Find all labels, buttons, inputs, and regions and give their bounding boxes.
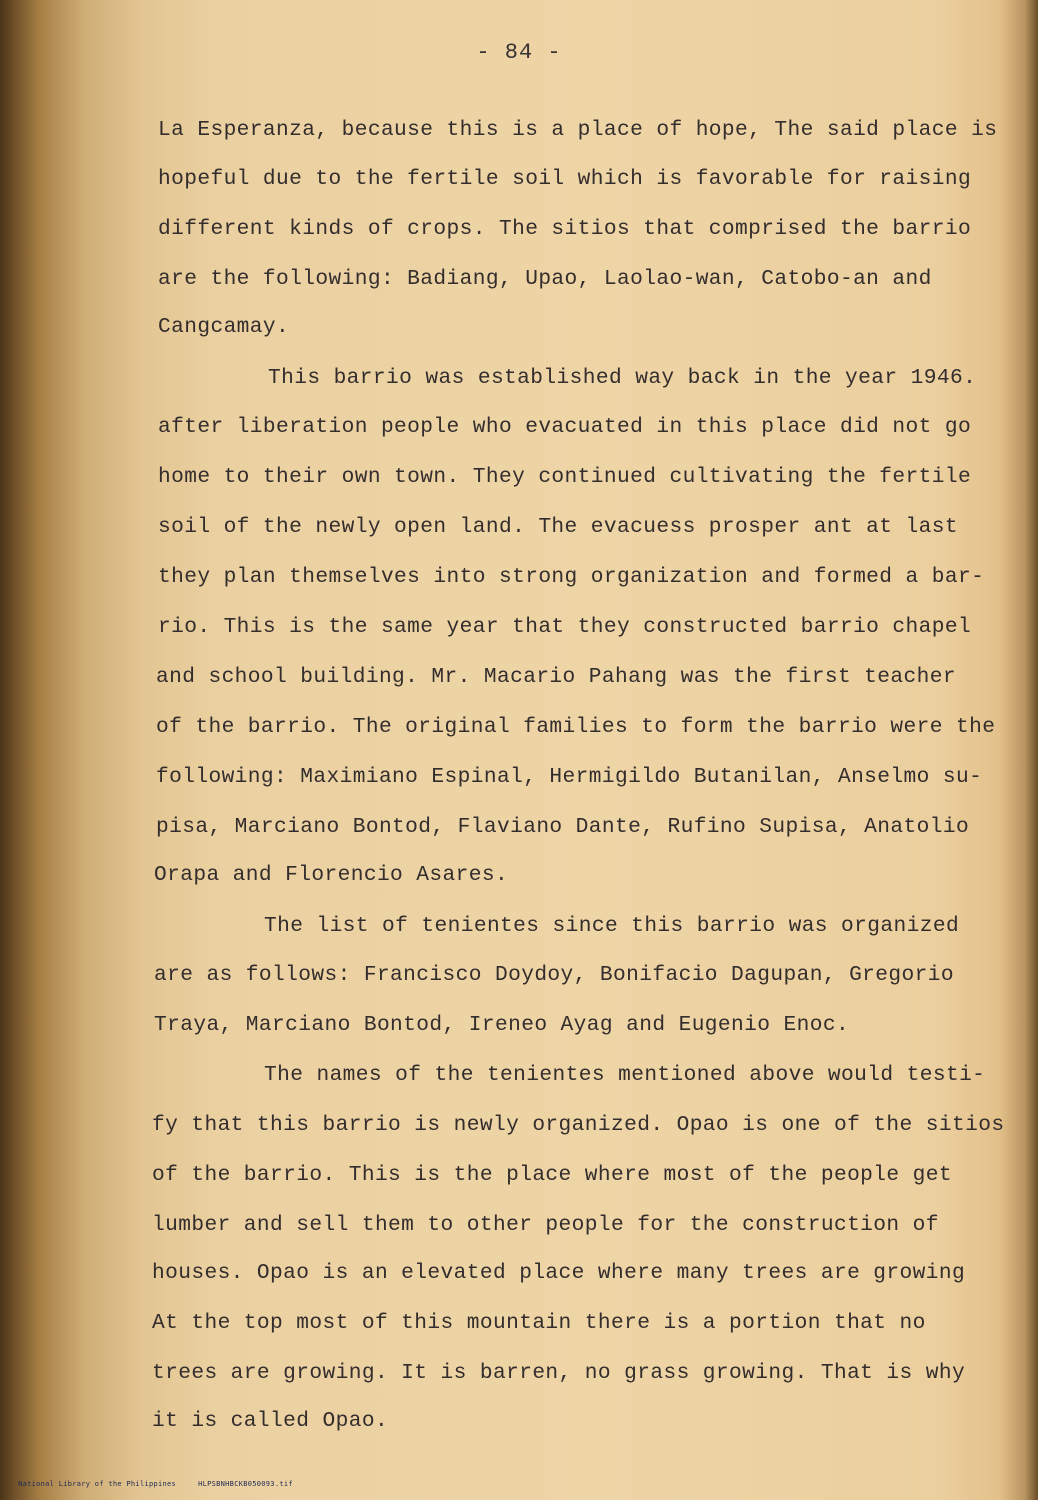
text-line: houses. Opao is an elevated place where many trees are growing xyxy=(152,1261,966,1285)
text-line: home to their own town. They continued cultivating the fertile xyxy=(158,465,972,489)
text-line: fy that this barrio is newly organized. Opao is one of the sitios xyxy=(152,1113,1005,1137)
text-line: are as follows: Francisco Doydoy, Bonifacio Dagupan, Gregorio xyxy=(154,963,954,987)
text-line: The names of the tenientes mentioned above would testi- xyxy=(264,1063,986,1087)
text-line: of the barrio. This is the place where most of the people get xyxy=(152,1163,952,1187)
text-line: Cangcamay. xyxy=(158,315,290,339)
page-number: - 84 - xyxy=(476,40,562,65)
footer-library: National Library of the Philippines xyxy=(18,1480,177,1488)
text-line: they plan themselves into strong organization and formed a bar- xyxy=(158,565,985,589)
text-line: pisa, Marciano Bontod, Flaviano Dante, Rufino Supisa, Anatolio xyxy=(156,815,970,839)
text-line: La Esperanza, because this is a place of hope, The said place is xyxy=(158,118,998,142)
text-line: hopeful due to the fertile soil which is favorable for raising xyxy=(158,167,972,191)
text-line: Orapa and Florencio Asares. xyxy=(154,863,509,887)
text-line: This barrio was established way back in the year 1946. xyxy=(268,366,977,390)
text-line: of the barrio. The original families to form the barrio were the xyxy=(156,715,996,739)
text-line: The list of tenientes since this barrio was organized xyxy=(264,914,960,938)
footer-file-id: HLPSBNHBCKB050093.tif xyxy=(198,1480,293,1488)
text-line: soil of the newly open land. The evacuess prosper ant at last xyxy=(158,515,958,539)
text-line: trees are growing. It is barren, no grass growing. That is why xyxy=(152,1361,966,1385)
text-line: it is called Opao. xyxy=(152,1409,389,1433)
text-line: lumber and sell them to other people for the construction of xyxy=(152,1213,939,1237)
scan-footer xyxy=(0,1472,315,1496)
text-line: after liberation people who evacuated in this place did not go xyxy=(158,415,972,439)
text-line: different kinds of crops. The sitios that comprised the barrio xyxy=(158,217,972,241)
text-line: are the following: Badiang, Upao, Laolao-wan, Catobo-an and xyxy=(158,267,932,291)
text-line: and school building. Mr. Macario Pahang was the first teacher xyxy=(156,665,956,689)
text-line: rio. This is the same year that they constructed barrio chapel xyxy=(158,615,972,639)
text-line: At the top most of this mountain there is a portion that no xyxy=(152,1311,926,1335)
text-line: Traya, Marciano Bontod, Ireneo Ayag and Eugenio Enoc. xyxy=(154,1013,850,1037)
text-line: following: Maximiano Espinal, Hermigildo Butanilan, Anselmo su- xyxy=(156,765,983,789)
